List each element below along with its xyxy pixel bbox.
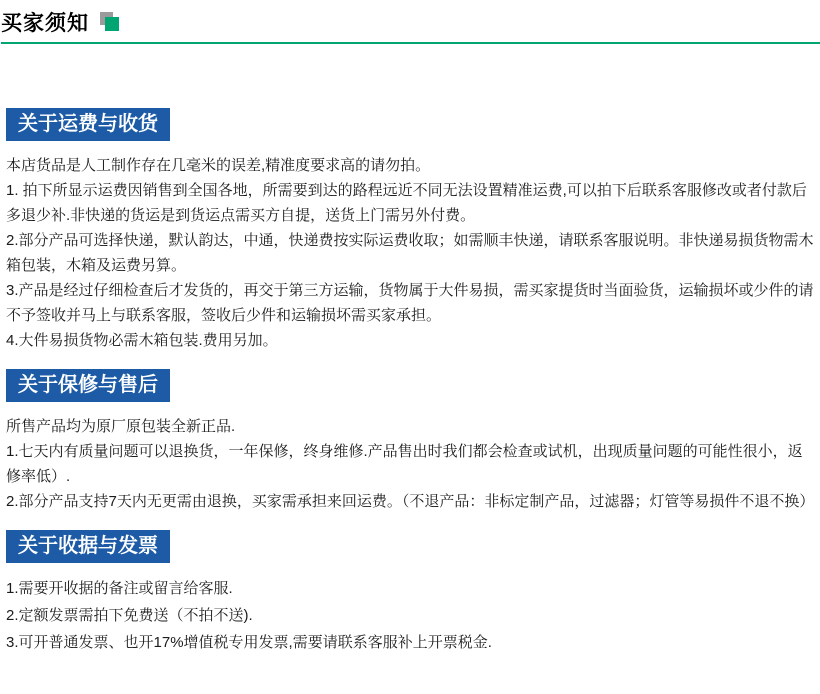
- shipping-item-3: 3.产品是经过仔细检查后才发货的，再交于第三方运输，货物属于大件易损，需买家提货时当面验货，运输损坏或少件的请不予签收并马上与联系客服，签收后少件和运输损坏需买家承担。: [6, 282, 814, 324]
- section-warranty: [6, 353, 814, 514]
- shipping-intro-text: 本店货品是人工制作存在几毫米的误差,精准度要求高的请勿拍。: [6, 157, 431, 174]
- shipping-item-1: 1. 拍下所显示运费因销售到全国各地，所需要到达的路程远近不同无法设置精准运费,可以拍下后联系客服修改或者付款后多退少补.非快递的货运是到货运点需买方自提，送货上门需另外付费。: [6, 182, 807, 224]
- layered-squares-icon: [98, 10, 122, 34]
- warranty-item-1: 1.七天内有质量问题可以退换货，一年保修，终身维修.产品售出时我们都会检查或试机，出现质量问题的可能性很小，返修率低）.: [6, 443, 803, 485]
- section-body-shipping: [6, 153, 814, 353]
- page-title-row: [1, 9, 820, 35]
- section-body-invoice: [6, 575, 814, 656]
- section-body-warranty: [6, 414, 814, 514]
- shipping-item-2: 2.部分产品可选择快递，默认韵达，中通，快递费按实际运费收取；如需顺丰快递，请联系客服说明。非快递易损货物需木箱包装，木箱及运费另算。: [6, 232, 814, 274]
- section-heading-warranty: 关于保修与售后: [6, 369, 170, 402]
- section-heading-invoice: 关于收据与发票: [6, 530, 170, 563]
- warranty-item-2: 2.部分产品支持7天内无更需由退换，买家需承担来回运费。（不退产品：非标定制产品，过滤器；灯管等易损件不退不换）: [6, 493, 815, 510]
- warranty-intro-text: 所售产品均为原厂原包装全新正品.: [6, 418, 236, 435]
- invoice-item-1: 1.需要开收据的备注或留言给客服.: [6, 580, 233, 597]
- invoice-item-3: 3.可开普通发票、也开17%增值税专用发票,需要请联系客服补上开票税金.: [6, 634, 492, 651]
- section-invoice: [6, 514, 814, 656]
- shipping-item-4: 4.大件易损货物必需木箱包装.费用另加。: [6, 332, 278, 349]
- section-heading-shipping: 关于运费与收货: [6, 108, 170, 141]
- page-header: [0, 0, 820, 44]
- green-square-icon: [105, 17, 119, 31]
- buyer-notice-content: [0, 44, 820, 656]
- section-shipping: [6, 44, 814, 353]
- page-title: 买家须知: [1, 12, 89, 35]
- invoice-item-2: 2.定额发票需拍下免费送（不拍不送).: [6, 607, 253, 624]
